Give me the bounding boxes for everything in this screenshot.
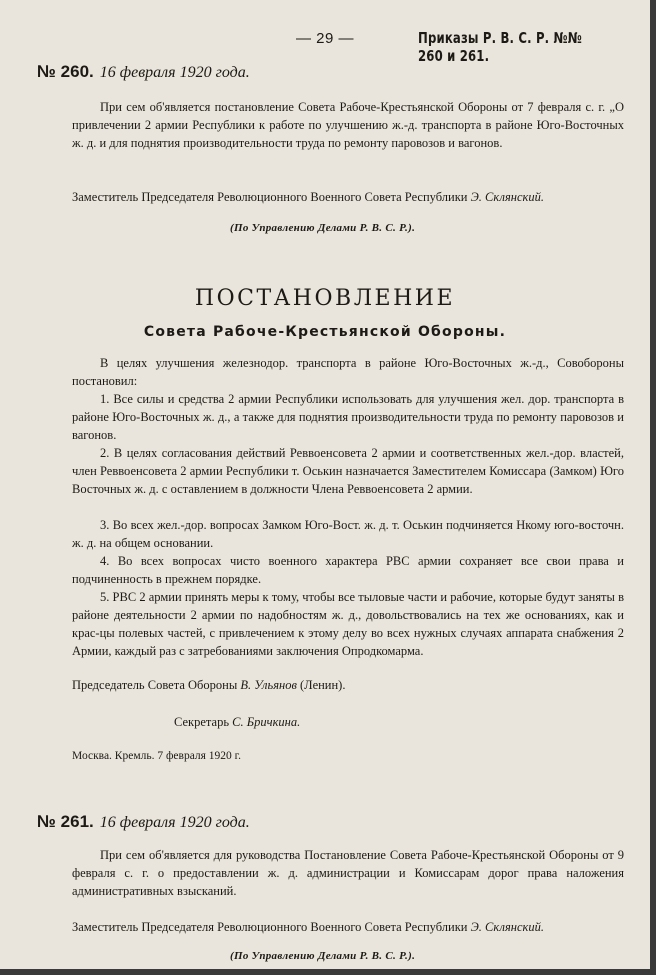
page-number: — 29 — <box>296 30 355 47</box>
order-260-number: № 260. <box>37 62 94 81</box>
chairman-alias: (Ленин). <box>300 678 346 692</box>
resolution-intro: В целях улучшения железнодор. транспорта в районе Юго-Восточных ж.-д., Совобороны постановил: <box>72 356 624 388</box>
order-261-heading <box>37 812 250 832</box>
resolution-title: ПОСТАНОВЛЕНИЕ <box>194 286 456 311</box>
order-261-date: 16 февраля 1920 года. <box>99 814 250 831</box>
place-date: Москва. Кремль. 7 февраля 1920 г. <box>72 750 241 762</box>
secretary-title: Секретарь <box>174 715 230 729</box>
resolution-point-4: 4. Во всех вопросах чисто военного характера РВС армии сохраняет все свои права и подчиненность в прежнем порядке. <box>72 554 624 586</box>
order-261-signature <box>72 918 544 936</box>
order-261-number: № 261. <box>37 812 94 831</box>
chairman-name: В. Ульянов <box>240 678 297 692</box>
order-260-signature-name: Э. Склянский. <box>470 190 544 204</box>
page-bottom-shadow <box>0 969 656 975</box>
order-260-signature <box>72 188 544 206</box>
order-260-office: (По Управлению Делами Р. В. С. Р.). <box>230 222 416 234</box>
page-edge-shadow <box>650 0 656 975</box>
order-260-text: При сем об'является постановление Совета Рабоче-Крестьянской Обороны от 7 февраля с. г. „О привлечении 2 армии Республики к работе по улучшению ж.-д. транспорта в районе Юго-Восточных ж. д. и для поднятия производительности труда по ремонту паровозов и вагонов. <box>72 100 624 150</box>
running-title: Приказы Р. В. С. Р. №№ 260 и 261. <box>418 29 582 65</box>
order-260-heading <box>37 62 250 82</box>
resolution-point-5: 5. РВС 2 армии принять меры к тому, чтобы все тыловые части и рабочие, которые будут заняты в районе деятельности 2 армии по надобностям ж. д., довольствовались на тех же основаниях, как и крас-цы полевых частей, с привлечением к этому делу во всех нужных случаях аппарата снабжения 2 Армии, каждый раз с затребованиями заключения Опродкомарма. <box>72 590 624 658</box>
order-260-signature-title: Заместитель Председателя Революционного Военного Совета Республики <box>72 190 468 204</box>
order-261-office: (По Управлению Делами Р. В. С. Р.). <box>230 950 416 962</box>
order-260-date: 16 февраля 1920 года. <box>99 64 250 81</box>
resolution-subtitle: Совета Рабоче-Крестьянской Обороны. <box>143 324 507 340</box>
chairman-title: Председатель Совета Обороны <box>72 678 238 692</box>
resolution-point-3: 3. Во всех жел.-дор. вопросах Замком Юго-Вост. ж. д. т. Оськин подчиняется Нкому юго-восточн. ж. д. на общем основании. <box>72 518 624 550</box>
secretary-signature <box>174 713 300 731</box>
secretary-name: С. Бричкина. <box>232 715 301 729</box>
resolution-point-2: 2. В целях согласования действий Реввоенсовета 2 армии и соответственных жел.-дор. властей, член Реввоенсовета 2 армии Республики т. Оськин назначается Заместителем Комиссара (Замком) Юго Восточных ж. д. с оставлением в должности Члена Реввоенсовета 2 армии. <box>72 446 624 496</box>
resolution-point-1: 1. Все силы и средства 2 армии Республики использовать для улучшения жел. дор. транспорта в районе Юго-Восточных ж. д., а также для поднятия производительности труда по ремонту паровозов и вагонов. <box>72 392 624 442</box>
order-261-text: При сем об'является для руководства Постановление Совета Рабоче-Крестьянской Обороны от 9 февраля с. г. о предоставлении ж. д. администрации и Комиссарам дорог права наложения административных взысканий. <box>72 848 624 898</box>
chairman-signature <box>72 676 345 694</box>
order-261-signature-name: Э. Склянский. <box>470 920 544 934</box>
order-261-signature-title: Заместитель Председателя Революционного Военного Совета Республики <box>72 920 468 934</box>
